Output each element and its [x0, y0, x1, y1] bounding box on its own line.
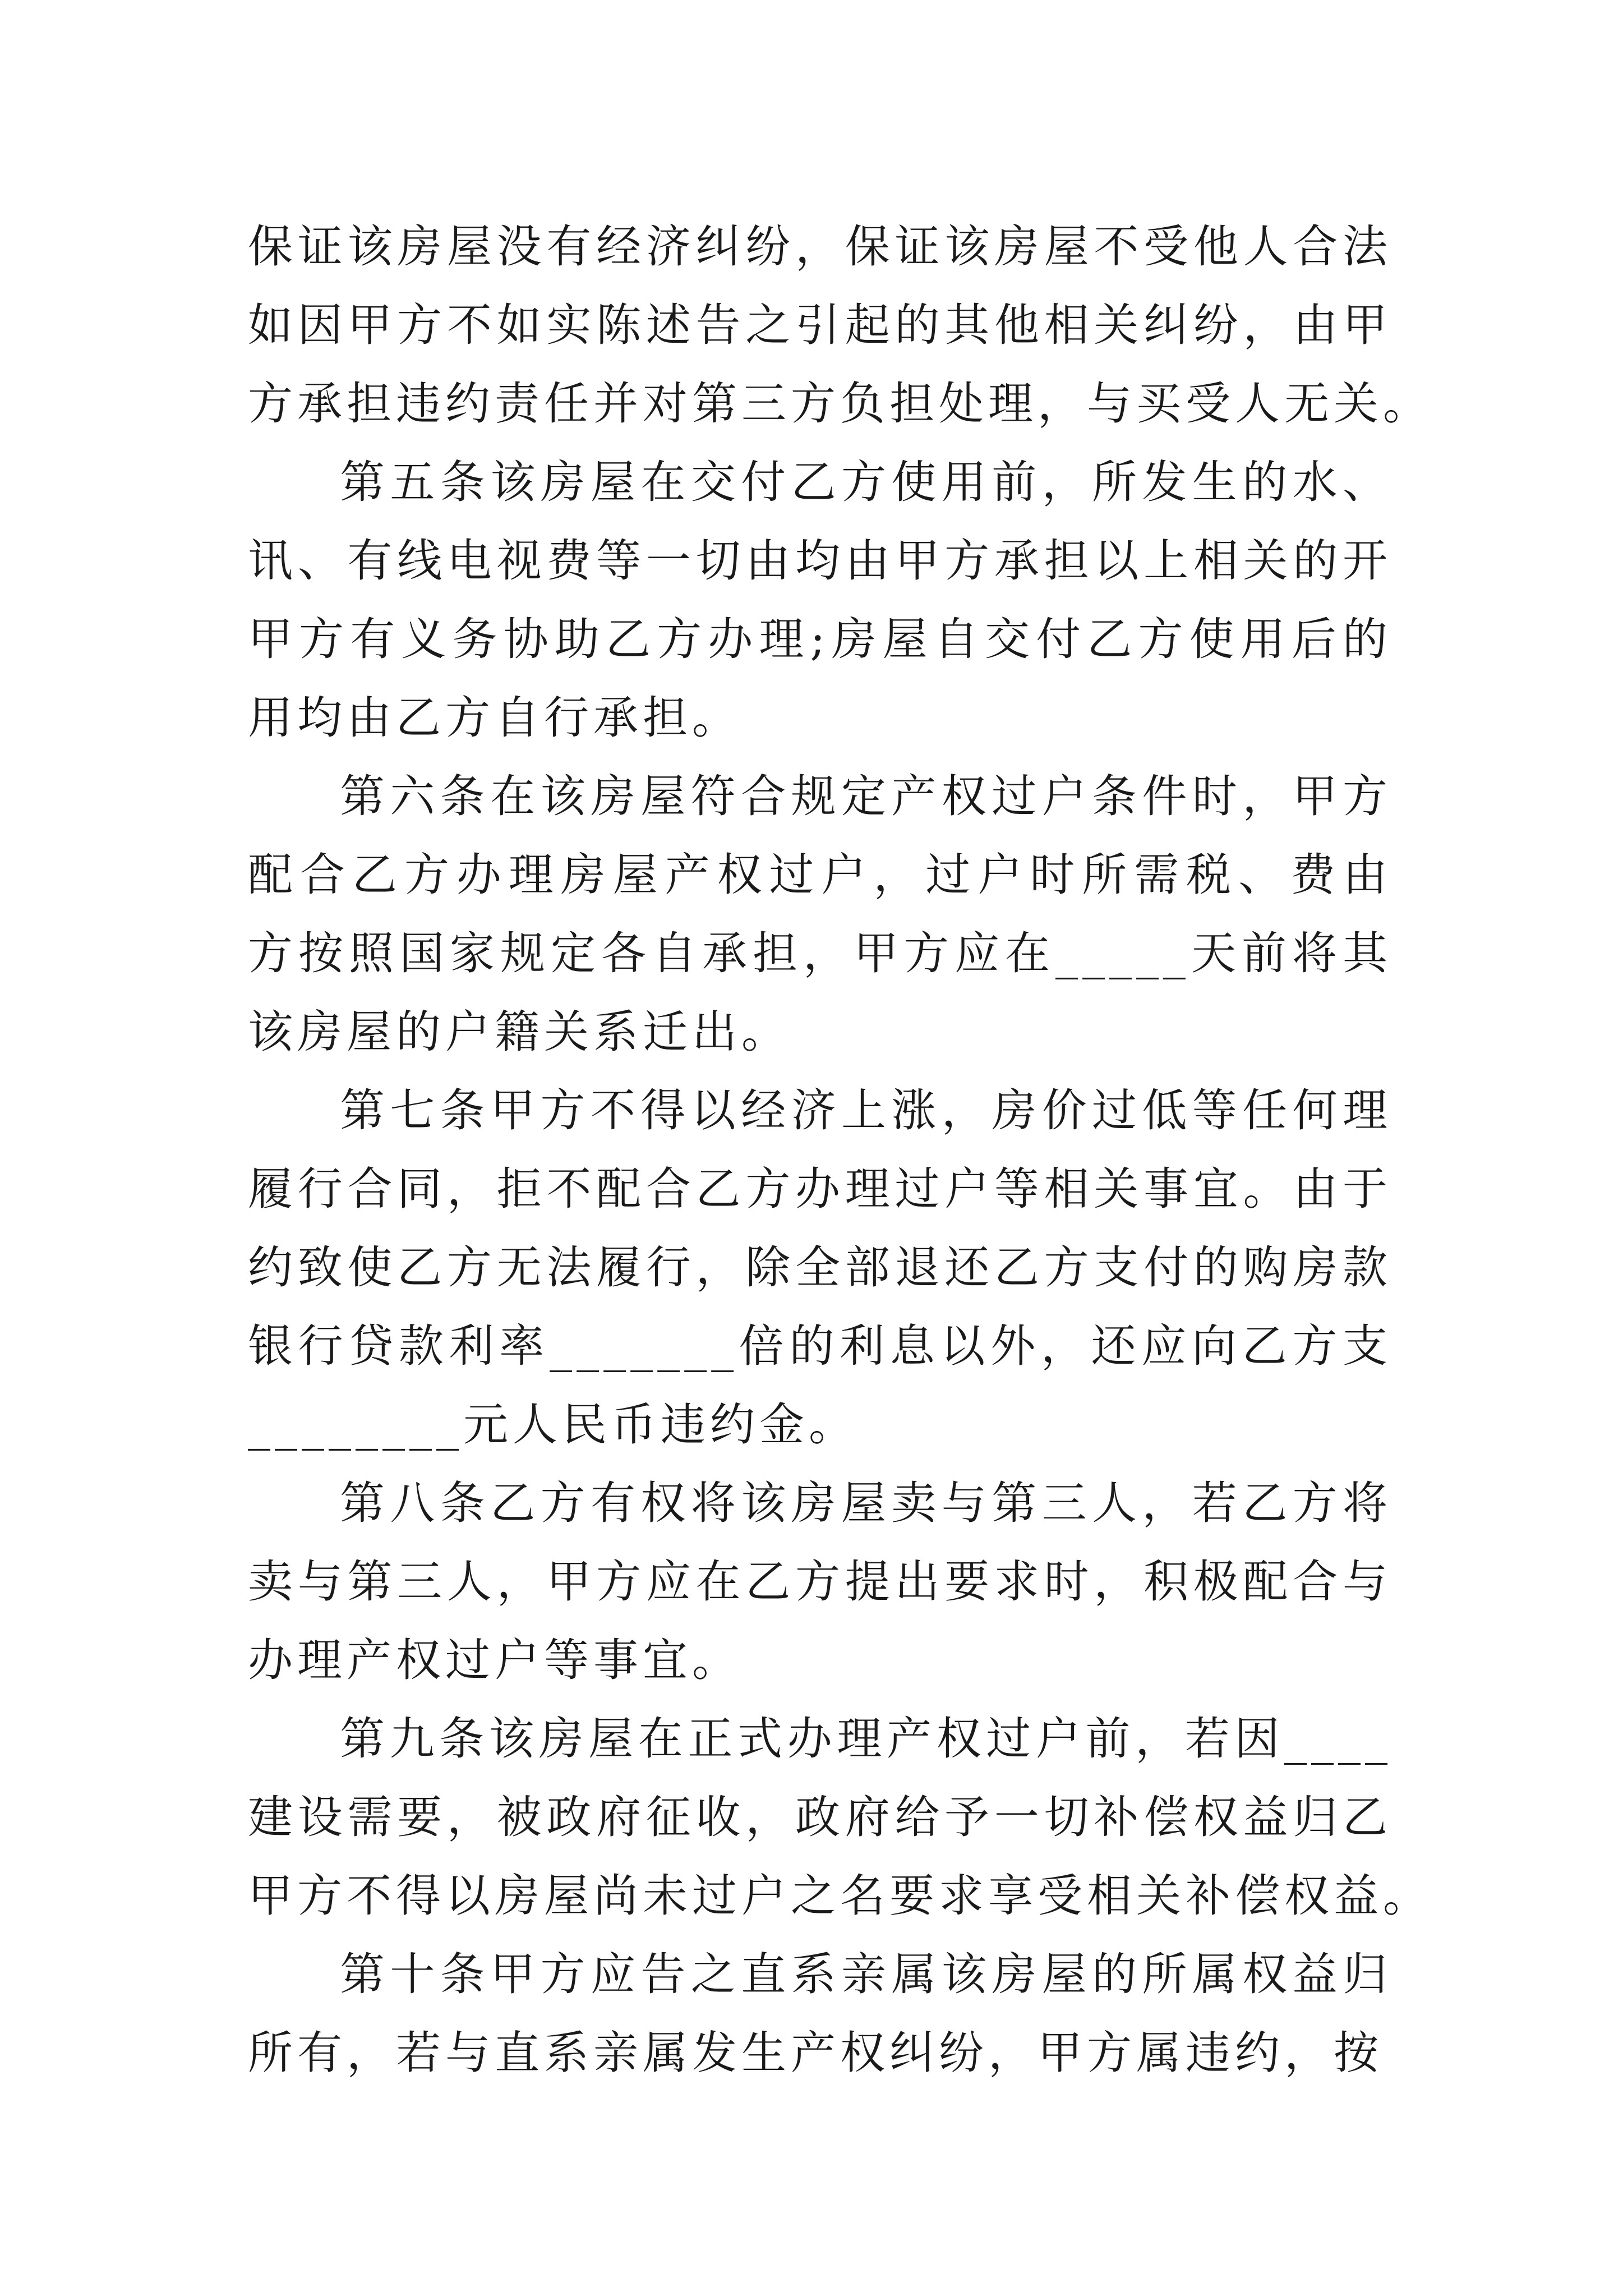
paragraph-continued	[248, 208, 1432, 443]
paragraph-article-9	[248, 1700, 1432, 1935]
text-line: 第五条该房屋在交付乙方使用前，所发生的水、	[340, 456, 1392, 508]
text-line: 配合乙方办理房屋产权过户，过户时所需税、费由	[248, 849, 1392, 901]
text-line: 第九条该房屋在正式办理产权过户前，若因____	[340, 1713, 1392, 1765]
text-line: 卖与第三人，甲方应在乙方提出要求时，积极配合与	[248, 1556, 1392, 1608]
text-line: 保证该房屋没有经济纠纷，保证该房屋不受他人合法	[248, 220, 1392, 273]
paragraph-article-8	[248, 1464, 1392, 1700]
text-line: 该房屋的户籍关系迁出。	[248, 1006, 791, 1058]
paragraph-article-10	[248, 1935, 1392, 2092]
text-line: 第七条甲方不得以经济上涨，房价过低等任何理	[340, 1084, 1392, 1137]
text-line: 履行合同，拒不配合乙方办理过户等相关事宜。由于	[248, 1163, 1392, 1215]
text-line: 第十条甲方应告之直系亲属该房屋的所属权益归	[340, 1948, 1392, 2000]
text-line: ________元人民币违约金。	[248, 1398, 858, 1451]
text-line: 第六条在该房屋符合规定产权过户条件时，甲方	[340, 770, 1392, 822]
paragraph-article-6	[248, 757, 1392, 1071]
document-body	[248, 208, 1432, 2092]
text-line: 方承担违约责任并对第三方负担处理，与买受人无关。	[248, 378, 1432, 430]
paragraph-article-7	[248, 1071, 1392, 1464]
paragraph-article-5	[248, 443, 1392, 757]
text-line: 讯、有线电视费等一切由均由甲方承担以上相关的开	[248, 535, 1392, 587]
text-line: 甲方不得以房屋尚未过户之名要求享受相关补偿权益。	[248, 1870, 1432, 1922]
text-line: 建设需要，被政府征收，政府给予一切补偿权益归乙	[248, 1791, 1392, 1843]
text-line: 方按照国家规定各自承担，甲方应在_____天前将其	[248, 927, 1392, 979]
text-line: 约致使乙方无法履行，除全部退还乙方支付的购房款	[248, 1241, 1392, 1294]
text-line: 甲方有义务协助乙方办理;房屋自交付乙方使用后的	[248, 613, 1392, 665]
text-line: 银行贷款利率_______倍的利息以外，还应向乙方支	[248, 1320, 1392, 1372]
text-line: 办理产权过户等事宜。	[248, 1634, 741, 1686]
text-line: 如因甲方不如实陈述告之引起的其他相关纠纷，由甲	[248, 299, 1392, 351]
text-line: 用均由乙方自行承担。	[248, 692, 741, 744]
text-line: 所有，若与直系亲属发生产权纠纷，甲方属违约，按	[248, 2027, 1383, 2079]
text-line: 第八条乙方有权将该房屋卖与第三人，若乙方将	[340, 1477, 1392, 1529]
